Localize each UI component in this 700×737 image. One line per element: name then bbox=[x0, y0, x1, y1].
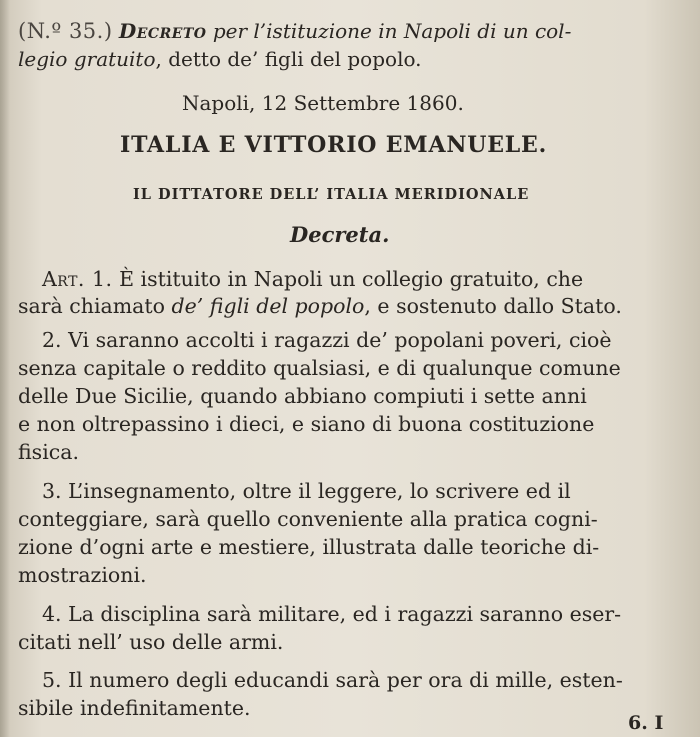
header-line-2-text: , detto de’ figli del popolo. bbox=[155, 47, 422, 71]
art2-line-1: 2. Vi saranno accolti i ragazzi de’ popolani poveri, cioè bbox=[42, 328, 612, 352]
art5-line-1: 5. Il numero degli educandi sarà per ora di mille, esten- bbox=[42, 668, 623, 692]
decree-title: ITALIA E VITTORIO EMANUELE. bbox=[120, 132, 548, 158]
art2-line-5: fisica. bbox=[18, 440, 79, 464]
page-edge-shadow bbox=[0, 0, 10, 737]
decree-date: Napoli, 12 Settembre 1860. bbox=[182, 91, 464, 115]
art1-label: Art. 1. bbox=[42, 267, 113, 291]
art1-text-2-italic: de’ figli del popolo bbox=[171, 294, 365, 318]
catchword: 6. I bbox=[628, 712, 664, 734]
art3-line-2: conteggiare, sarà quello conveniente alla pratica cogni- bbox=[18, 507, 598, 531]
header-line-2 bbox=[18, 46, 422, 72]
art3-line-1: 3. L’insegnamento, oltre il leggere, lo scrivere ed il bbox=[42, 479, 571, 503]
header-line-2-italic: legio gratuito bbox=[18, 47, 156, 71]
decree-number: (N.º 35.) bbox=[18, 19, 113, 43]
art1-text-2a: sarà chiamato bbox=[18, 294, 165, 318]
art1-line-1 bbox=[42, 266, 583, 292]
art2-line-4: e non oltrepassino i dieci, e siano di buona costituzione bbox=[18, 412, 595, 436]
art4-line-1: 4. La disciplina sarà militare, ed i ragazzi saranno eser- bbox=[42, 602, 622, 626]
art1-text-2b: , e sostenuto dallo Stato. bbox=[364, 294, 622, 318]
art3-line-4: mostrazioni. bbox=[18, 563, 147, 587]
decree-subtitle: IL DITTATORE DELL’ ITALIA MERIDIONALE bbox=[133, 186, 530, 203]
art2-line-2: senza capitale o reddito qualsiasi, e di qualunque comune bbox=[18, 356, 621, 380]
art1-line-2 bbox=[18, 293, 622, 319]
art3-line-3: zione d’ogni arte e mestiere, illustrata dalle teoriche di- bbox=[18, 535, 600, 559]
art5-line-2: sibile indefinitamente. bbox=[18, 696, 251, 720]
decreta-heading: Decreta. bbox=[290, 222, 390, 247]
header-line-1-text: per l’istituzione in Napoli di un col- bbox=[212, 19, 572, 43]
art1-text-1: È istituito in Napoli un collegio gratuito, che bbox=[119, 267, 584, 291]
art4-line-2: citati nell’ uso delle armi. bbox=[18, 630, 284, 654]
header-line-1 bbox=[18, 18, 571, 44]
decree-word: Decreto bbox=[118, 19, 207, 43]
art2-line-3: delle Due Sicilie, quando abbiano compiuti i sette anni bbox=[18, 384, 587, 408]
